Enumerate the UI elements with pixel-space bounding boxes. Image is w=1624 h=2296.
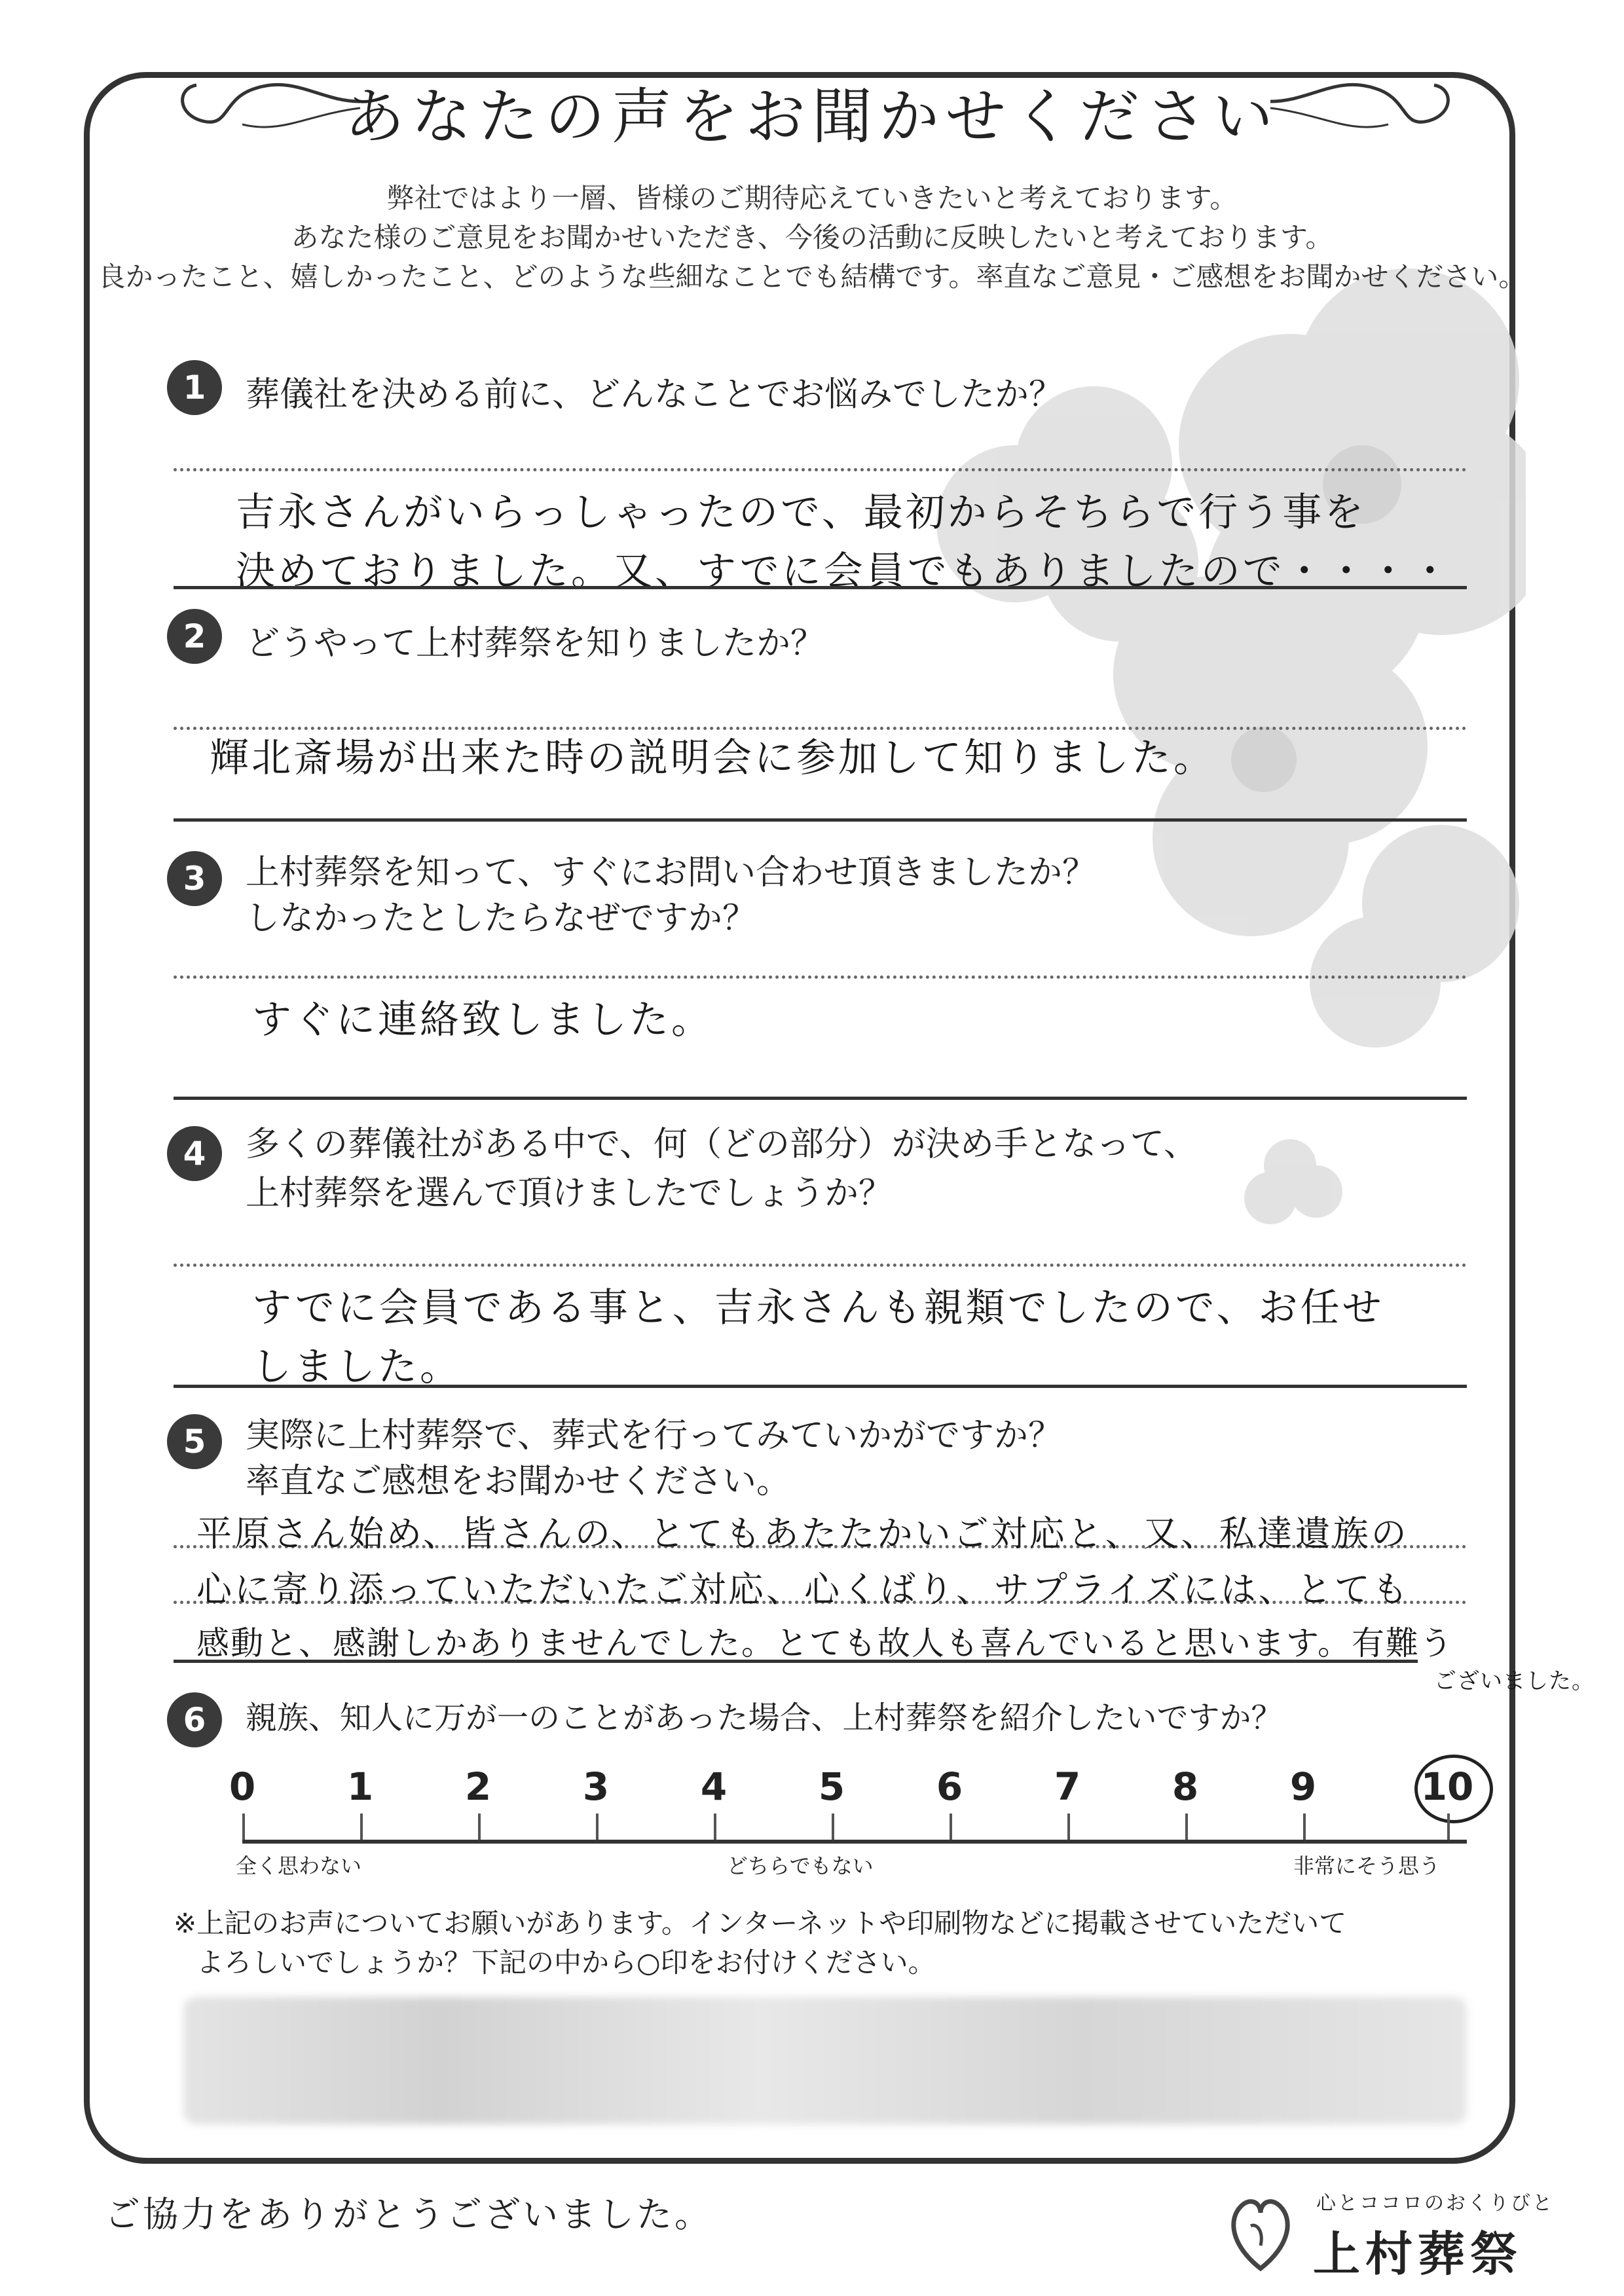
rating-tick [832,1813,834,1840]
rating-option-3[interactable]: 3 [582,1764,610,1809]
answer-1-line [174,468,1467,471]
rating-option-8[interactable]: 8 [1172,1764,1199,1809]
question-5-number: 5 [167,1414,222,1469]
question-5-divider [174,1660,1418,1663]
rating-option-2[interactable]: 2 [464,1764,492,1809]
rating-option-5[interactable]: 5 [818,1764,845,1809]
answer-3-line [174,975,1467,979]
intro-line-2: あなた様のご意見をお聞かせいただき、今後の活動に反映したいと考えております。 [291,221,1333,253]
question-6-text: 親族、知人に万が一のことがあった場合、上村葬祭を紹介したいですか？ [246,1700,1283,1736]
question-1-text: 葬儀社を決める前に、どんなことでお悩みでしたか？ [246,375,1063,414]
rating-tick [1067,1813,1070,1840]
publication-note-line-1: ※上記のお声についてお願いがあります。インターネットや印刷物などに掲載させていただいて [174,1907,1347,1939]
rating-scale-line [242,1840,1467,1844]
logo-tagline: 心とココロのおくりびと [1316,2192,1554,2215]
answer-4-line-1: すでに会員である事と、吉永さんも親類でしたので、お任せ [252,1285,1384,1331]
heart-logo-icon [1225,2187,1297,2278]
question-6-number: 6 [167,1692,222,1747]
rating-label-mid: どちらでもない [727,1853,874,1878]
intro-line-1: 弊社ではより一層、皆様のご期待応えていきたいと考えております。 [386,182,1238,214]
rating-tick [714,1813,716,1840]
publication-note-line-2: よろしいでしょうか？下記の中から○印をお付けください。 [196,1946,936,1978]
question-4-text-1: 多くの葬儀社がある中で、何（どの部分）が決め手となって、 [246,1125,1198,1164]
rating-tick [478,1813,481,1840]
answer-5-line-3: 感動と、感謝しかありませんでした。とても故人も喜んでいると思います。有難う [196,1624,1454,1662]
rating-label-min: 全く思わない [236,1853,362,1878]
question-4-divider [174,1385,1467,1388]
answer-3-line-1: すぐに連絡致しました。 [252,997,713,1043]
question-5-text-1: 実際に上村葬祭で、葬式を行ってみていかがですか？ [246,1416,1062,1455]
rating-tick [360,1813,363,1840]
redacted-consent-area [183,1997,1467,2124]
intro-line-3: 良かったこと、嬉しかったこと、どのような些細なことでも結構です。率直なご意見・ご感想をお聞かせください。 [98,261,1526,293]
question-3-text-2: しなかったとしたらなぜですか？ [246,899,757,938]
answer-4-line-2: しました。 [252,1344,462,1390]
rating-option-0[interactable]: 0 [229,1764,256,1809]
rating-tick [1447,1813,1450,1840]
rating-option-9[interactable]: 9 [1289,1764,1317,1809]
question-1-number: 1 [167,360,222,415]
rating-option-6[interactable]: 6 [936,1764,963,1809]
rating-option-10[interactable]: 10 [1420,1764,1474,1809]
answer-1-line-1: 吉永さんがいらっしゃったので、最初からそちらで行う事を [236,490,1367,536]
rating-option-4[interactable]: 4 [700,1764,728,1809]
question-1-divider [174,586,1467,589]
thank-you-footer: ご協力をありがとうございました。 [105,2194,712,2235]
question-3-number: 3 [167,851,222,906]
rating-tick [950,1813,952,1840]
rating-tick [242,1813,245,1840]
rating-option-7[interactable]: 7 [1054,1764,1081,1809]
rating-tick [1303,1813,1306,1840]
question-3-divider [174,1097,1467,1100]
page-title: あなたの声をお聞かせください [344,82,1280,152]
logo-name: 上村葬祭 [1313,2227,1523,2282]
rating-tick [596,1813,599,1840]
answer-5-line-2: 心に寄り添っていただいたご対応、心くばり、サプライズには、とても [196,1569,1411,1610]
answer-1-line-2: 決めておりました。又、すでに会員でもありましたので・・・・ [236,549,1452,594]
question-4-text-2: 上村葬祭を選んで頂けましたでしょうか？ [246,1174,893,1213]
answer-4-line [174,1264,1467,1267]
answer-5-line-1: 平原さん始め、皆さんの、とてもあたたかいご対応と、又、私達遺族の [196,1513,1409,1554]
question-3-text-1: 上村葬祭を知って、すぐにお問い合わせ頂きましたか？ [246,853,1096,892]
question-4-number: 4 [167,1126,222,1181]
question-5-text-2: 率直なご感想をお聞かせください。 [246,1462,791,1501]
question-2-text: どうやって上村葬祭を知りましたか？ [246,624,825,663]
answer-2-line-1: 輝北斎場が出来た時の説明会に参加して知りました。 [210,735,1215,781]
rating-tick [1185,1813,1188,1840]
answer-5-line-4: ございました。 [1434,1668,1595,1694]
rating-label-max: 非常にそう思う [1293,1853,1441,1878]
question-2-divider [174,818,1467,822]
rating-option-1[interactable]: 1 [346,1764,374,1809]
question-2-number: 2 [167,609,222,664]
